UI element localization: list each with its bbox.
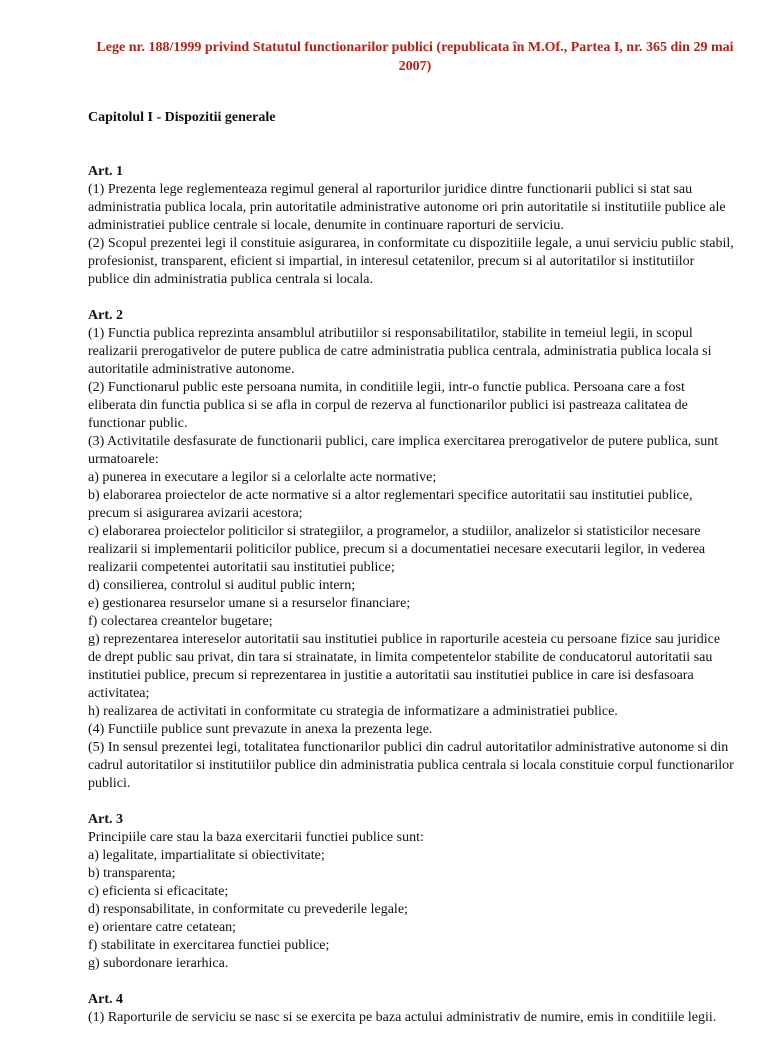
article-paragraph: Principiile care stau la baza exercitarii functiei publice sunt:: [88, 830, 424, 845]
article-block: [88, 307, 734, 793]
article-paragraph: c) eficienta si eficacitate;: [88, 884, 229, 899]
article-paragraph: (2) Scopul prezentei legi il constituie asigurarea, in conformitate cu dispozitiile legale, a unui serviciu public stabil, profesionist, transparent, eficient si impartial, in interesul cetatenilor, precum si al autoritatilor si institutiilor publice din administratia publica centrala si locala.: [88, 236, 734, 287]
article-paragraph: a) punerea in executare a legilor si a celorlalte acte normative;: [88, 470, 437, 485]
article-paragraph: g) subordonare ierarhica.: [88, 956, 229, 971]
article-paragraph: b) elaborarea proiectelor de acte normative si a altor reglementari specifice autoritatii sau institutiei publice, precum si asigurarea avizarii acestora;: [88, 488, 693, 521]
article-heading: Art. 2: [88, 308, 123, 323]
article-paragraph: a) legalitate, impartialitate si obiectivitate;: [88, 848, 325, 863]
article-paragraph: (1) Raporturile de serviciu se nasc si se exercita pe baza actului administrativ de numire, emis in conditiile legii.: [88, 1010, 717, 1025]
article-paragraph: (1) Prezenta lege reglementeaza regimul general al raporturilor juridice dintre functionarii publici si stat sau administratia publica locala, prin autoritatile administrative autonome ori prin autoritatile si institutiile publice ale administratiei publice centrale si locale, denumite in continuare raporturi de serviciu.: [88, 182, 726, 233]
article-paragraph: d) responsabilitate, in conformitate cu prevederile legale;: [88, 902, 408, 917]
article-paragraph: h) realizarea de activitati in conformitate cu strategia de informatizare a administratiei publice.: [88, 704, 618, 719]
article-paragraph: (5) In sensul prezentei legi, totalitatea functionarilor publici din cadrul autoritatilor administrative autonome si din cadrul autoritatilor si institutiilor publice din administratia publica centrala si locala constituie corpul functionarilor publici.: [88, 740, 734, 791]
article-paragraph: f) colectarea creantelor bugetare;: [88, 614, 273, 629]
article-paragraph: (2) Functionarul public este persoana numita, in conditiile legii, intr-o functie publica. Persoana care a fost eliberata din functia publica si se afla in corpul de rezerva al functionarilor publici isi pastreaza calitatea de functionar public.: [88, 380, 688, 431]
article-paragraph: c) elaborarea proiectelor politicilor si strategiilor, a programelor, a studiilor, analizelor si statisticilor necesare realizarii si implementarii politicilor publice, precum si a documentatiei necesare executarii legilor, in vederea realizarii competentei autoritatii sau institutiei publice;: [88, 524, 706, 575]
article-heading: Art. 3: [88, 812, 123, 827]
article-paragraph: b) transparenta;: [88, 866, 176, 881]
articles-container: [88, 163, 734, 1027]
article-paragraph: (4) Functiile publice sunt prevazute in anexa la prezenta lege.: [88, 722, 433, 737]
article-paragraph: g) reprezentarea intereselor autoritatii sau institutiei publice in raporturile acesteia cu persoane fizice sau juridice de drept public sau privat, din tara si strainatate, in limita competentelor stabilite de conducatorul autoritatii sau institutiei publice, precum si reprezentarea in justitie a autoritatii sau institutiei publice in care isi desfasoara activitatea;: [88, 632, 721, 701]
article-block: [88, 991, 734, 1027]
article-paragraph: (3) Activitatile desfasurate de functionarii publici, care implica exercitarea prerogativelor de putere publica, sunt urmatoarele:: [88, 434, 719, 467]
article-paragraph: (1) Functia publica reprezinta ansamblul atributiilor si responsabilitatilor, stabilite in temeiul legii, in scopul realizarii prerogativelor de putere publica de catre administratia publica centrala, administratia publica locala si autoritatile administrative autonome.: [88, 326, 712, 377]
article-paragraph: e) gestionarea resurselor umane si a resurselor financiare;: [88, 596, 411, 611]
chapter-heading: Capitolul I - Dispozitii generale: [88, 110, 276, 125]
article-paragraph: d) consilierea, controlul si auditul public intern;: [88, 578, 356, 593]
article-block: [88, 811, 734, 973]
document-title: Lege nr. 188/1999 privind Statutul functionarilor publici (republicata în M.Of., Partea I, nr. 365 din 29 mai 2007): [96, 40, 734, 74]
article-heading: Art. 1: [88, 164, 123, 179]
article-paragraph: e) orientare catre cetatean;: [88, 920, 237, 935]
document-page: [88, 38, 734, 1045]
article-block: [88, 163, 734, 289]
article-heading: Art. 4: [88, 992, 123, 1007]
article-paragraph: f) stabilitate in exercitarea functiei publice;: [88, 938, 330, 953]
